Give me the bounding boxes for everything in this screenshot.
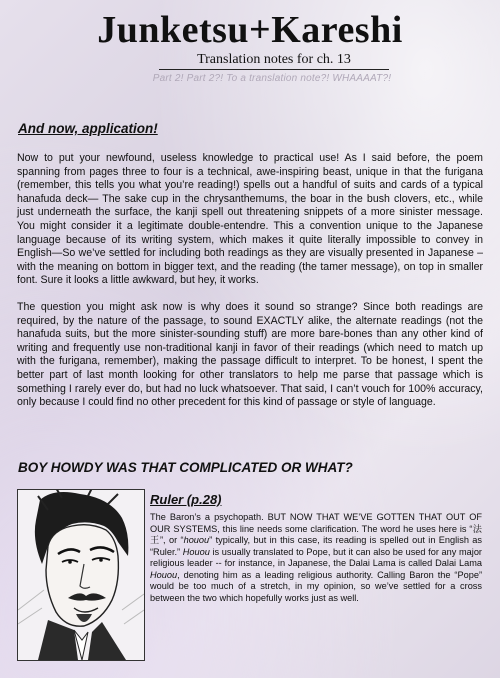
note-text-part-b: ” typically, but in this case, its reading is spelled out in English as “Ruler.” bbox=[150, 535, 482, 557]
subtitle-underline bbox=[159, 69, 389, 70]
page-subtitle: Translation notes for ch. 13 bbox=[197, 52, 351, 67]
note-text-part-a: The Baron’s a psychopath. BUT NOW THAT WE’VE GOTTEN THAT OUT OF OUR SYSTEMS, this line needs some clarification. The word he uses here is “法王”, or “ bbox=[150, 512, 482, 545]
paragraph-question: The question you might ask now is why does it sound so strange? Since both readings are required, by the nature of the passage, to sound EXACTLY alike, the alternate readings (not the hanafuda suits, but the more sinister-sounding stuff) are more bare-bones than any other kind of writing and frequently use non-traditional kanji in favor of their readings (which need to match up with the furigana, remember), making the passage difficult to interpret. To be honest, I spent the better part of last month looking for other translators to help me parse that passage which is something I rarely ever do, but had no luck whatsoever. That said, I can’t vouch for 100% accuracy, only because I could find no other precedent for this kind of passage or style of language. bbox=[17, 301, 483, 409]
note-term-houou: houou bbox=[183, 535, 210, 545]
page-title: Junketsu+Kareshi bbox=[97, 9, 403, 51]
baron-manga-panel bbox=[17, 489, 145, 661]
page-header bbox=[0, 8, 500, 84]
note-heading-ruler: Ruler (p.28) bbox=[150, 492, 222, 507]
section-heading-complicated: BOY HOWDY WAS THAT COMPLICATED OR WHAT? bbox=[18, 460, 353, 475]
note-text-ruler bbox=[150, 512, 482, 604]
paragraph-application: Now to put your newfound, useless knowledge to practical use! As I said before, the poem spanning from pages three to four is a technical, awe-inspiring beast, unique in that the furigana (remember, this tells you what you’re reading!) spells out a handful of suits and cards of a typical hanafuda deck— The sake cup in the chrysanthemums, the boar in the bush clovers, etc., while just underneath the surface, the kanji spell out threatening snippets of a more sinister message. You might consider it a legitimate double-entendre. This a convention unique to the Japanese language because of its writing system, which makes it quite literally impossible to convey in English—So we’ve settled for including both readings as they are visually presented in Japanese – with the meaning on bottom in bigger text, and the reading (the tamer message), on top in smaller font. Sure it looks a little awkward, but hey, it works. bbox=[17, 152, 483, 287]
note-term-houou-2: Houou bbox=[182, 546, 210, 557]
baron-portrait-illustration bbox=[18, 490, 144, 660]
note-term-houou-3: Houou bbox=[150, 569, 178, 580]
note-text-part-d: , denoting him as a leading religious authority. Calling Baron the “Pope” would be too much of a stretch, in my opinion, so we’ve settled for a cross between the two which hopefully works just as well. bbox=[150, 569, 482, 603]
note-text-part-c: is usually translated to Pope, but it can also be used for any major religious leader -- for instance, in Japanese, the Dalai Lama is called Dalai Lama bbox=[150, 546, 482, 568]
section-heading-application: And now, application! bbox=[18, 121, 158, 136]
page-tagline: Part 2! Part 2?! To a translation note?! WHAAAAT?! bbox=[152, 73, 392, 84]
